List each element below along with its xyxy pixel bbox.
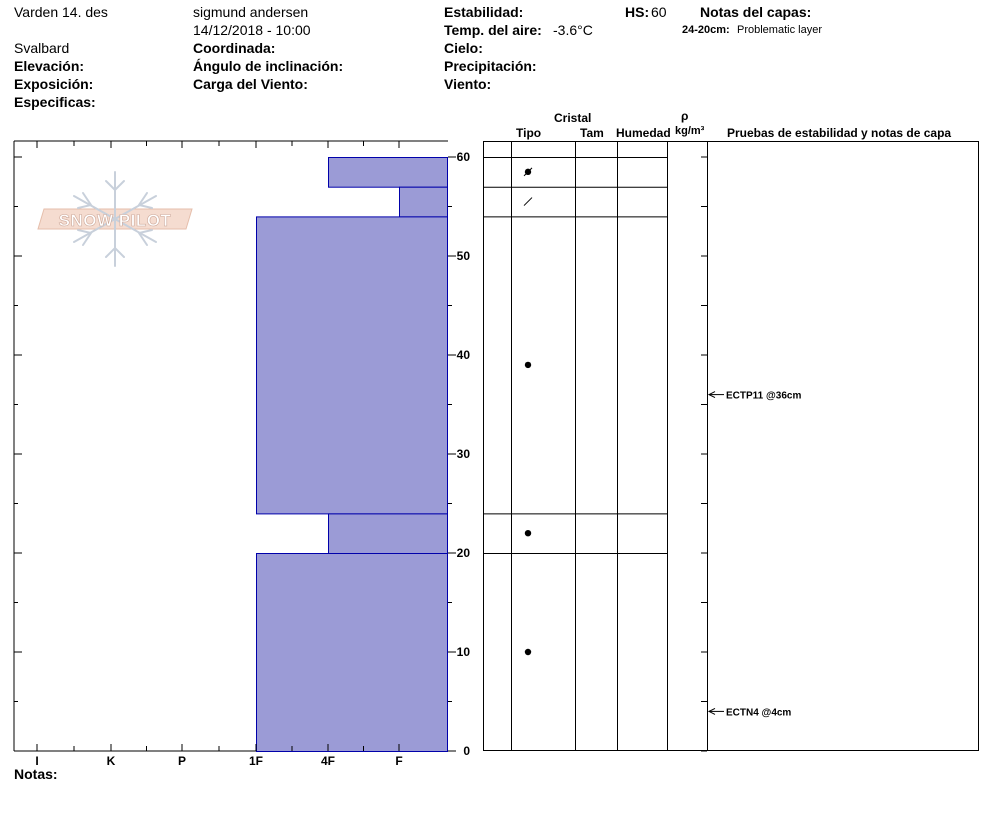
layer-note-text: Problematic layer bbox=[737, 24, 822, 36]
stability-test-label: ECTN4 @4cm bbox=[726, 707, 792, 719]
moisture-header: Humedad bbox=[616, 126, 671, 140]
layer-notes-label: Notas del capas: bbox=[700, 4, 812, 20]
x-tick-label-F: F bbox=[395, 754, 403, 768]
snowpilot-logo bbox=[38, 172, 192, 266]
hardness-layer-1 bbox=[329, 158, 448, 188]
decomposed-fragment-symbol bbox=[524, 198, 532, 206]
wind-load-label: Carga del Viento: bbox=[193, 76, 308, 92]
sky-label: Cielo: bbox=[444, 40, 483, 56]
density-unit-header: kg/m³ bbox=[675, 125, 705, 137]
x-tick-label-I: I bbox=[35, 754, 39, 768]
y-tick-label-20: 20 bbox=[456, 546, 470, 560]
x-tick-label-K: K bbox=[106, 754, 116, 768]
specifics-label: Especificas: bbox=[14, 94, 96, 110]
x-tick-label-4F: 4F bbox=[320, 754, 336, 768]
slope-label: Ángulo de inclinación: bbox=[193, 58, 344, 74]
y-tick-label-60: 60 bbox=[456, 150, 470, 164]
rounded-grain-symbol bbox=[525, 649, 531, 655]
y-tick-label-0: 0 bbox=[463, 744, 470, 758]
x-tick-label-P: P bbox=[177, 754, 187, 768]
rho-header: ρ bbox=[681, 109, 689, 123]
x-tick-label-1F: 1F bbox=[248, 754, 264, 768]
stability-test-label: ECTP11 @36cm bbox=[726, 390, 802, 402]
location-name: Varden 14. des bbox=[14, 4, 108, 20]
size-header: Tam bbox=[580, 126, 604, 140]
y-tick-label-30: 30 bbox=[456, 447, 470, 461]
type-header: Tipo bbox=[516, 126, 542, 140]
hs-label: HS: bbox=[625, 4, 650, 20]
y-tick-label-10: 10 bbox=[456, 645, 470, 659]
stability-label: Estabilidad: bbox=[444, 4, 524, 20]
observer-name: sigmund andersen bbox=[193, 4, 309, 20]
rounded-grain-symbol bbox=[525, 362, 531, 368]
tests-header: Pruebas de estabilidad y notas de capa bbox=[727, 126, 952, 140]
observation-datetime: 14/12/2018 - 10:00 bbox=[193, 22, 311, 38]
air-temp-label: Temp. del aire: bbox=[444, 22, 542, 38]
hardness-layer-2 bbox=[400, 187, 448, 217]
air-temp-value: -3.6°C bbox=[553, 22, 593, 38]
hs-value: 60 bbox=[651, 4, 667, 20]
rounded-grain-symbol bbox=[525, 530, 531, 536]
crystal-header: Cristal bbox=[554, 111, 592, 125]
region-name: Svalbard bbox=[14, 40, 70, 56]
hardness-layer-3 bbox=[257, 217, 448, 514]
notes-label: Notas: bbox=[14, 766, 58, 782]
layer-note-range: 24-20cm: bbox=[682, 24, 730, 36]
y-tick-label-40: 40 bbox=[456, 348, 470, 362]
aspect-label: Exposición: bbox=[14, 76, 94, 92]
precipitation-label: Precipitación: bbox=[444, 58, 537, 74]
coordinate-label: Coordinada: bbox=[193, 40, 276, 56]
y-tick-label-50: 50 bbox=[456, 249, 470, 263]
logo-text: SNOW PILOT bbox=[58, 211, 172, 230]
hardness-layer-5 bbox=[257, 554, 448, 752]
wind-label: Viento: bbox=[444, 76, 492, 92]
elevation-label: Elevación: bbox=[14, 58, 85, 74]
hardness-layer-4 bbox=[329, 514, 448, 554]
